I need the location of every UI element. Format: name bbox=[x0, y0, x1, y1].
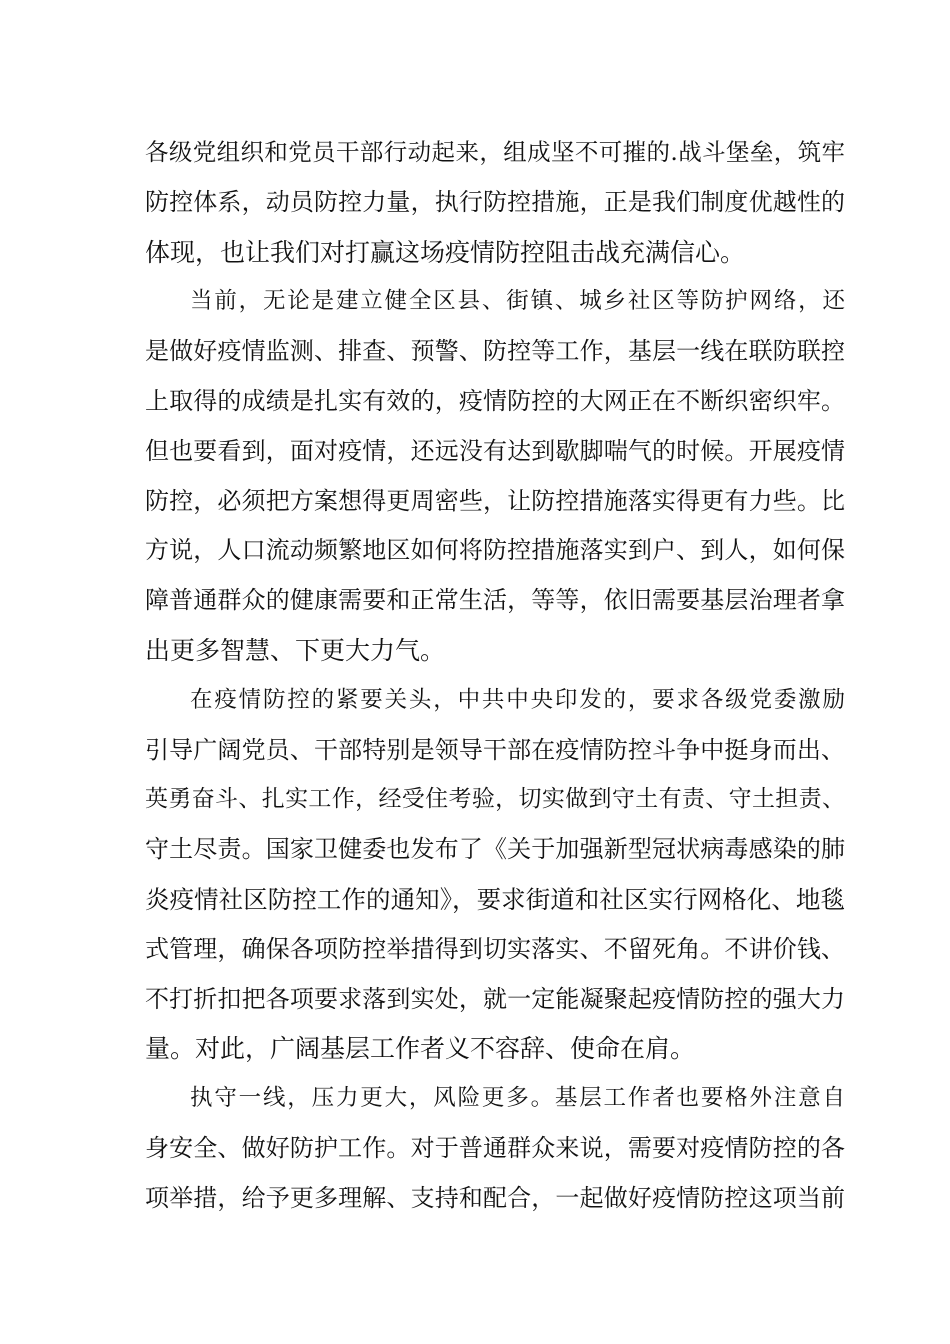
text-line: 不打折扣把各项要求落到实处，就一定能凝聚起疫情防控的强大力 bbox=[145, 984, 845, 1013]
text-line: 式管理，确保各项防控举措得到切实落实、不留死角。不讲价钱、 bbox=[145, 934, 845, 963]
text-line: 体现，也让我们对打赢这场疫情防控阻击战充满信心。 bbox=[145, 237, 746, 267]
text-line: 是做好疫情监测、排查、预警、防控等工作，基层一线在联防联控 bbox=[145, 337, 845, 366]
text-line: 但也要看到，面对疫情，还远没有达到歇脚喘气的时候。开展疫情 bbox=[145, 436, 845, 465]
paragraph bbox=[145, 128, 845, 277]
text-line: 守土尽责。国家卫健委也发布了《关于加强新型冠状病毒感染的肺 bbox=[145, 835, 845, 864]
paragraph bbox=[145, 277, 845, 675]
text-line: 防控体系，动员防控力量，执行防控措施，正是我们制度优越性的 bbox=[145, 187, 845, 216]
text-line: 英勇奋斗、扎实工作，经受住考验，切实做到守土有责、守土担责、 bbox=[145, 786, 845, 813]
text-line: 各级党组织和党员干部行动起来，组成坚不可摧的.战斗堡垒，筑牢 bbox=[145, 138, 845, 166]
text-line: 在疫情防控的紧要关头，中共中央印发的，要求各级党委激励 bbox=[190, 686, 845, 713]
text-line: 方说，人口流动频繁地区如何将防控措施落实到户、到人，如何保 bbox=[145, 536, 845, 565]
paragraph bbox=[145, 1074, 845, 1223]
text-line: 出更多智慧、下更大力气。 bbox=[145, 635, 446, 665]
text-line: 当前，无论是建立健全区县、街镇、城乡社区等防护网络，还 bbox=[190, 288, 845, 315]
body-text bbox=[145, 128, 845, 1224]
text-line: 上取得的成绩是扎实有效的，疫情防控的大网正在不断织密织牢。 bbox=[145, 386, 845, 415]
text-line: 障普通群众的健康需要和正常生活，等等，依旧需要基层治理者拿 bbox=[145, 586, 845, 615]
text-line: 防控，必须把方案想得更周密些，让防控措施落实得更有力些。比 bbox=[145, 486, 845, 515]
paragraph bbox=[145, 676, 845, 1074]
text-line: 身安全、做好防护工作。对于普通群众来说，需要对疫情防控的各 bbox=[145, 1133, 845, 1162]
text-line: 引导广阔党员、干部特别是领导干部在疫情防控斗争中挺身而出、 bbox=[145, 735, 845, 764]
text-line: 量。对此，广阔基层工作者义不容辞、使命在肩。 bbox=[145, 1034, 696, 1064]
text-line: 执守一线，压力更大，风险更多。基层工作者也要格外注意自 bbox=[190, 1085, 845, 1112]
text-line: 炎疫情社区防控工作的通知》，要求街道和社区实行网格化、地毯 bbox=[145, 884, 845, 914]
text-line: 项举措，给予更多理解、支持和配合，一起做好疫情防控这项当前 bbox=[145, 1183, 845, 1212]
